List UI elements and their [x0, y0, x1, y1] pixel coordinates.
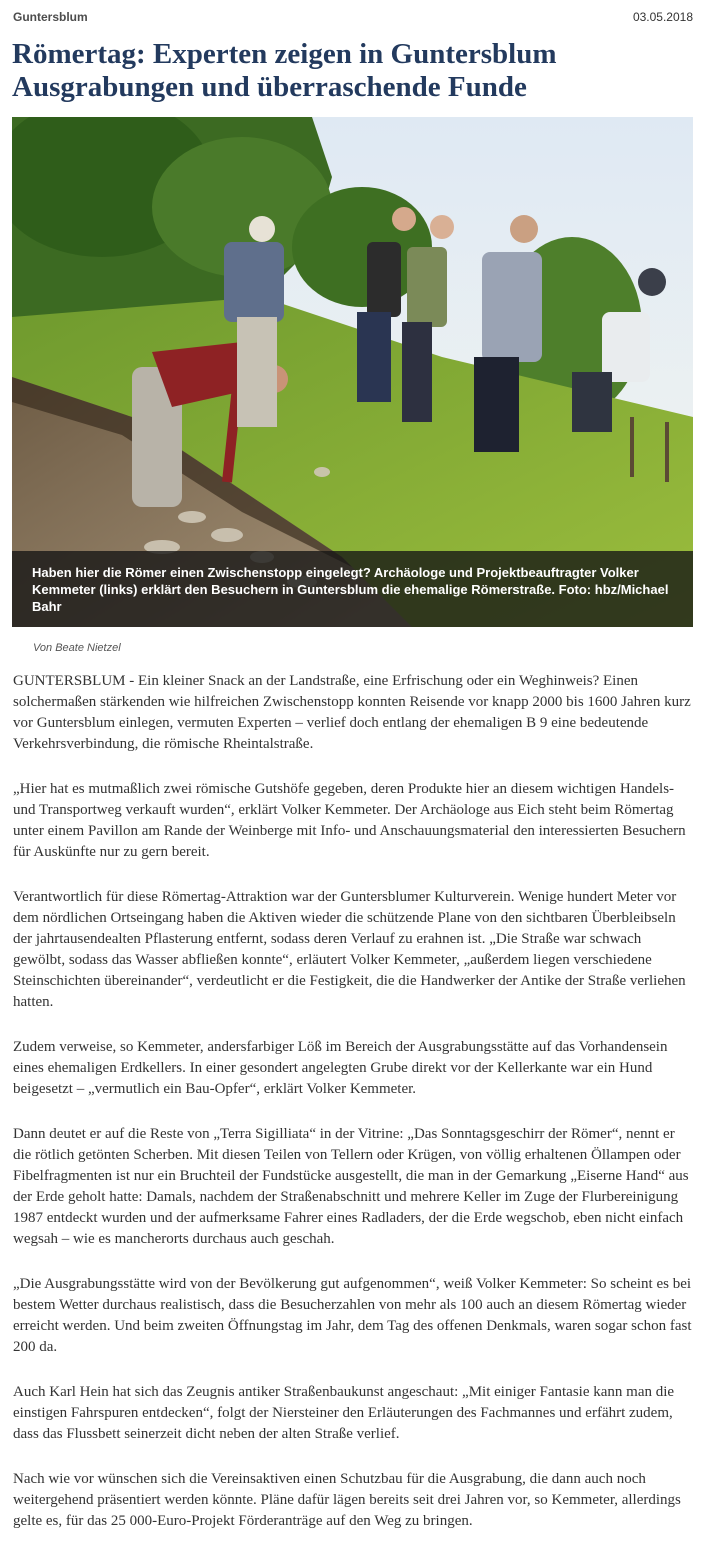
article-paragraph: Zudem verweise, so Kemmeter, andersfarbiger Löß im Bereich der Ausgrabungsstätte auf das Vorhandensein eines ehemaligen Erdkellers. In einer gesondert angelegten Grube direkt vor der Kellerkante war ein Hund beigesetzt – „vermutlich ein Bau-Opfer“, erklärt Volker Kemmeter. [13, 1039, 668, 1097]
article-paragraph: GUNTERSBLUM - Ein kleiner Snack an der Landstraße, eine Erfrischung oder ein Weghinweis? Einen solchermaßen stärkenden wie hilfreichen Zwischenstopp konnten Reisende vor knapp 2000 bis 1600 Jahren kurz vor Guntersblum einlegen, vermuten Experten – verlief doch entlang der ehemaligen B 9 eine bedeutende Verkehrsverbindung, die römische Rheintalstraße. [13, 673, 691, 752]
headline: Römertag: Experten zeigen in Guntersblum Ausgrabungen und überraschende Funde [12, 38, 557, 103]
article-paragraph: „Hier hat es mutmaßlich zwei römische Gutshöfe gegeben, deren Produkte hier an diesem wichtigen Handels- und Transportweg verkauft wurden“, erklärt Volker Kemmeter. Der Archäologe aus Eich steht beim Römertag unter einem Pavillon am Rande der Weinberge mit Info- und Anschauungsmaterial den interessierten Besuchern für Auskünfte nur zu gern bereit. [13, 781, 686, 860]
article-photo[interactable] [12, 117, 693, 627]
article-paragraph: „Die Ausgrabungsstätte wird von der Bevölkerung gut aufgenommen“, weiß Volker Kemmeter: So scheint es bei bestem Wetter durchaus realistisch, dass die Besucherzahlen von mehr als 100 auch an diesem Römertag wieder erreicht werden. Und beim zweiten Öffnungstag im Jahr, dem Tag des offenen Denkmals, waren sogar schon fast 200 da. [13, 1276, 692, 1355]
byline: Von Beate Nietzel [33, 642, 121, 654]
article-paragraph: Verantwortlich für diese Römertag-Attraktion war der Guntersblumer Kulturverein. Wenige hundert Meter vor dem nördlichen Ortseingang haben die Aktiven wieder die schützende Plane von den sichtbaren Überbleibseln der jahrtausendealten Pflasterung entfernt, sodass deren Verlauf zu erahnen ist. „Die Straße war schwach gewölbt, sodass das Wasser abfließen konnte“, erläutert Volker Kemmeter, „außerdem liegen verschiedene Steinschichten übereinander“, verdeutlicht er die Festigkeit, die die Handwerker der Antike der Straße verliehen hatten. [13, 889, 686, 1010]
article-paragraph: Dann deutet er auf die Reste von „Terra Sigilliata“ in der Vitrine: „Das Sonntagsgeschirr der Römer“, nennt er die rötlich getönten Scherben. Mit diesen Teilen von Tellern oder Krügen, von völlig erhaltenen Öllampen oder Fibelfragmenten ist nur ein Bruchteil der Fundstücke ausgestellt, die man in der Gemarkung „Eiserne Hand“ aus der Erde geholt hatte: Damals, nachdem der Straßenabschnitt und mehrere Keller im Zuge der Flurbereinigung 1987 entdeckt wurden und der aufmerksame Fahrer eines Radladers, der die Erde wegschob, eben nicht einfach wegsah – wie es mancherorts durchaus auch geschah. [13, 1126, 689, 1247]
photo-caption: Haben hier die Römer einen Zwischenstopp eingelegt? Archäologe und Projektbeauftragter Volker Kemmeter (links) erklärt den Besuchern in Guntersblum die ehemalige Römerstraße. Foto: hbz/Michael Bahr [12, 551, 693, 627]
location-label[interactable]: Guntersblum [13, 10, 88, 24]
article-header [13, 8, 693, 28]
article-body [13, 671, 693, 1556]
article-paragraph: Nach wie vor wünschen sich die Vereinsaktiven einen Schutzbau für die Ausgrabung, die dann auch noch weitergehend präsentiert werden könnte. Pläne dafür lägen bereits seit drei Jahren vor, so Kemmeter, allerdings gelte es, für das 25 000-Euro-Projekt Förderanträge auf den Weg zu bringen. [13, 1471, 681, 1529]
publish-date: 03.05.2018 [632, 10, 693, 24]
article-paragraph: Auch Karl Hein hat sich das Zeugnis antiker Straßenbaukunst angeschaut: „Mit einiger Fantasie kann man die einstigen Fahrspuren entdecken“, folgt der Niersteiner den Erläuterungen des Fachmannes und erfährt zudem, dass das Flussbett seinerzeit dicht neben der alten Straße verlief. [13, 1384, 675, 1442]
